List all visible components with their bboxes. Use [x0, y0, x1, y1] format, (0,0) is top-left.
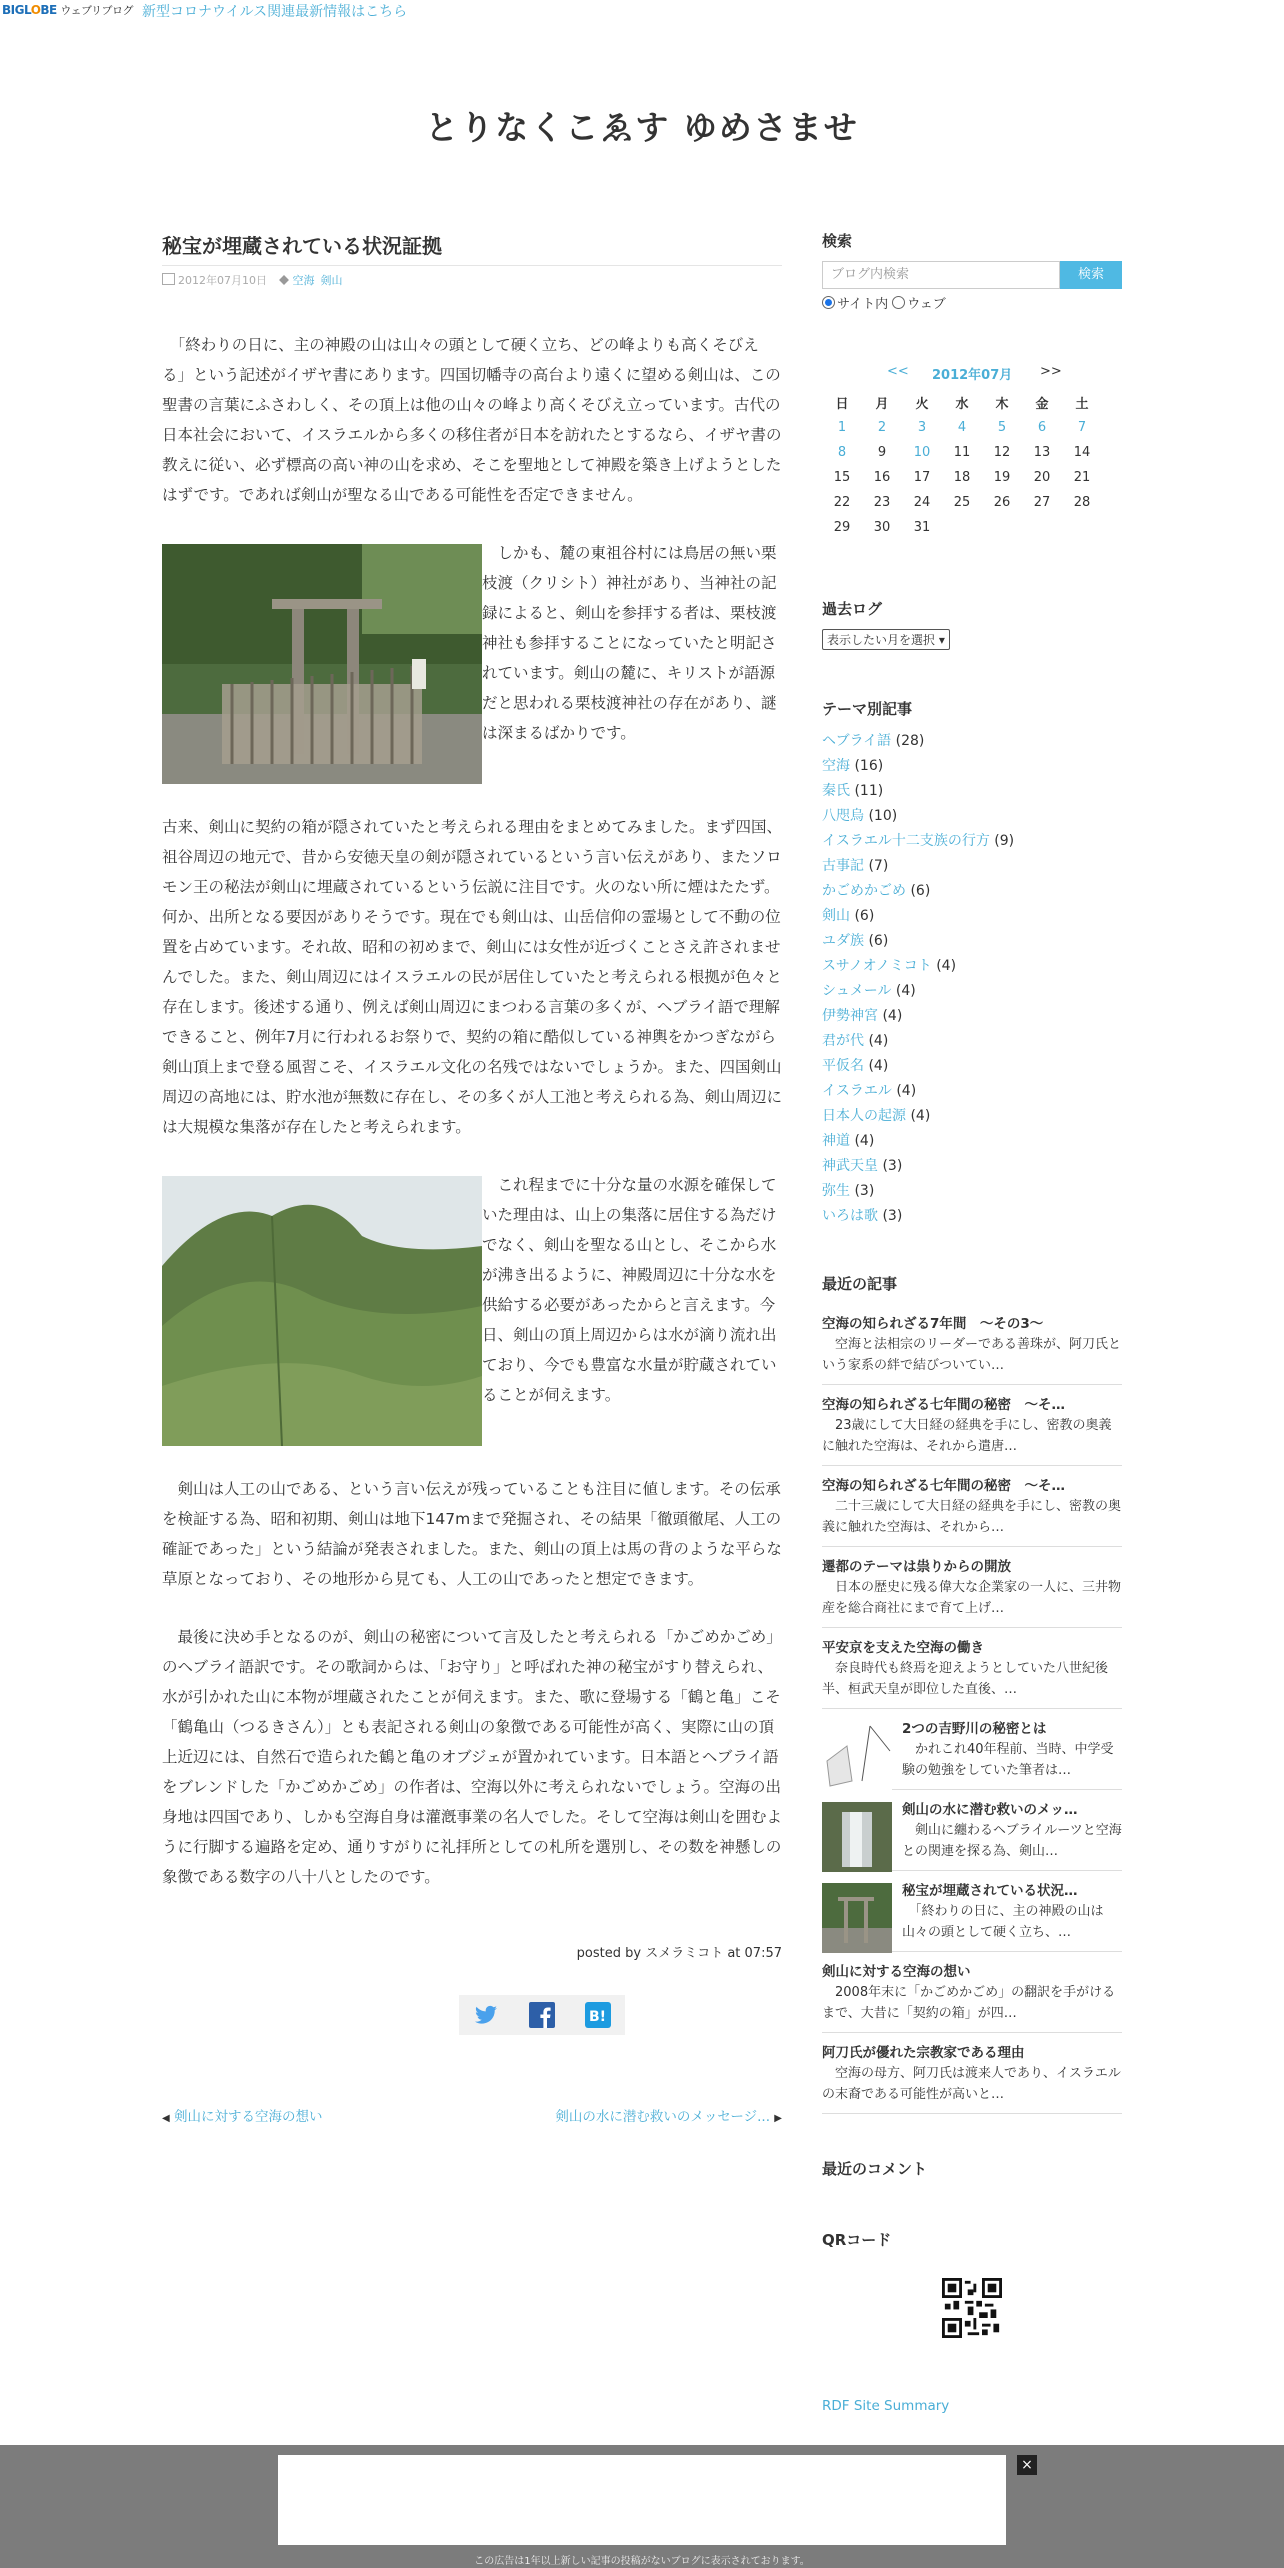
calendar-day: 12 — [993, 445, 1011, 460]
calendar-day — [1062, 515, 1102, 540]
recent-item-title[interactable]: 遷都のテーマは祟りからの開放 — [822, 1559, 1011, 1575]
calendar-day[interactable]: 5 — [997, 420, 1007, 435]
ad-slot[interactable] — [278, 2455, 1006, 2545]
theme-link[interactable]: イスラエル十二支族の行方 — [822, 833, 990, 849]
theme-item — [822, 754, 1122, 779]
recent-item-excerpt: 23歳にして大日経の経典を手にし、密教の奥義に触れた空海は、それから遣唐… — [822, 1418, 1112, 1454]
theme-link[interactable]: 古事記 — [822, 858, 864, 874]
recent-item-excerpt: 空海と法相宗のリーダーである善珠が、阿刀氏という家系の絆で結びついてい… — [822, 1337, 1122, 1373]
theme-count: (4) — [931, 958, 957, 974]
theme-item — [822, 1179, 1122, 1204]
recent-item-excerpt: 「終わりの日に、主の神殿の山は山々の頭として硬く立ち、… — [902, 1904, 1104, 1940]
calendar-day: 23 — [873, 495, 891, 510]
theme-link[interactable]: 八咫烏 — [822, 808, 864, 824]
calendar-weekday: 土 — [1075, 397, 1089, 412]
search-heading: 検索 — [822, 232, 853, 250]
paragraph: 剣山は人工の山である、という言い伝えが残っていることも注目に値します。その伝承を検証する為、昭和初期、剣山は地下147mまで発掘され、その結果「徹頭徹尾、人工の確証であった」という結論が発表されました。また、剣山の頂上は馬の背のような平らな草原となっており、その地形から見ても、人工の山であったと想定できます。 — [162, 1480, 782, 1588]
theme-count: (4) — [864, 1058, 889, 1074]
post-meta — [162, 272, 782, 290]
recent-thumbnail[interactable] — [822, 1802, 892, 1872]
share-buttons — [459, 1995, 625, 2035]
site-title[interactable]: とりなくこゑす ゆめさませ — [425, 108, 859, 147]
calendar-weekday: 木 — [995, 397, 1009, 412]
recent-thumbnail[interactable] — [822, 1883, 892, 1953]
theme-count: (4) — [891, 983, 916, 999]
shrine-photo[interactable] — [162, 544, 482, 784]
theme-link[interactable]: シュメール — [822, 983, 892, 999]
theme-count: (6) — [906, 883, 931, 899]
mountain-photo[interactable] — [162, 1176, 482, 1446]
calendar-day: 27 — [1033, 495, 1051, 510]
calendar-day: 20 — [1033, 470, 1051, 485]
search-form — [822, 261, 1122, 289]
tag-link[interactable]: 剣山 — [320, 274, 343, 287]
theme-link[interactable]: 君が代 — [822, 1033, 864, 1049]
calendar-day[interactable]: 6 — [1037, 420, 1047, 435]
paragraph: しかも、麓の東祖谷村には鳥居の無い栗枝渡（クリシト）神社があり、当神社の記録によると、剣山を参拝する者は、栗枝渡神社も参拝することになっていたと明記されています。剣山の麓に、キリストが語源だと思われる栗枝渡神社の存在があり、謎は深まるばかりです。 — [482, 544, 777, 742]
theme-item — [822, 1204, 1122, 1229]
calendar-day[interactable]: 7 — [1077, 420, 1087, 435]
theme-count: (16) — [850, 758, 884, 774]
recent-item[interactable] — [822, 1304, 1122, 1385]
calendar-weekday: 水 — [955, 397, 969, 412]
theme-count: (4) — [850, 1133, 875, 1149]
theme-link[interactable]: 秦氏 — [822, 783, 850, 799]
recent-item-title[interactable]: 剣山に対する空海の想い — [822, 1964, 971, 1980]
theme-link[interactable]: スサノオノミコト — [822, 958, 932, 974]
calendar-next[interactable]: >> — [1040, 364, 1062, 379]
theme-item — [822, 779, 1122, 804]
qr-heading: QRコード — [822, 2231, 892, 2249]
theme-count: (6) — [850, 908, 875, 924]
theme-item — [822, 804, 1122, 829]
calendar-day: 29 — [833, 520, 851, 535]
theme-count: (3) — [878, 1158, 903, 1174]
theme-count: (9) — [989, 833, 1015, 849]
recent-item-excerpt: 2008年末に「かごめかごめ」の翻訳を手がけるまで、大昔に「契約の箱」が四… — [822, 1985, 1116, 2021]
recent-thumbnail[interactable] — [822, 1721, 892, 1791]
paragraph: 古来、剣山に契約の箱が隠されていたと考えられる理由をまとめてみました。まず四国、祖谷周辺の地元で、昔から安徳天皇の剣が隠されているという言い伝えがあり、またソロモン王の秘法が剣山に埋蔵されているという伝説に注目です。火のない所に煙はたたず。何か、出所となる要因がありそうです。現在でも剣山は、山岳信仰の霊場として不動の位置を占めています。それ故、昭和の初めまで、剣山には女性が近づくことさえ許されませんでした。また、剣山周辺にはイスラエルの民が居住していたと考えられる根拠が色々と存在します。後述する通り、例えば剣山周辺にまつわる言葉の多くが、ヘブライ語で理解できること、例年7月に行われるお祭りで、契約の箱に酷似している神輿をかつぎながら剣山頂上まで登る風習こそ、イスラエル文化の名残ではないでしょうか。また、四国剣山周辺の高地には、貯水池が無数に存在し、その多くが人工池と考えられる為、剣山周辺には大規模な集落が存在したと考えられます。 — [162, 818, 783, 1136]
post-pager — [162, 2105, 782, 2125]
calendar-day: 24 — [913, 495, 931, 510]
theme-item — [822, 1054, 1122, 1079]
theme-item — [822, 1104, 1122, 1129]
theme-item — [822, 729, 1122, 754]
calendar-day: 19 — [993, 470, 1011, 485]
calendar-weekday: 月 — [875, 397, 889, 412]
archive-select[interactable]: 表示したい月を選択 ▾ — [822, 629, 950, 650]
qr-code — [942, 2278, 1002, 2338]
recent-item-title[interactable]: 阿刀氏が優れた宗教家である理由 — [822, 2045, 1025, 2061]
theme-link[interactable]: イスラエル — [822, 1083, 892, 1099]
calendar-day — [982, 515, 1022, 540]
posted-by: posted by スメラミコト at 07:57 — [576, 1946, 782, 1961]
theme-link[interactable]: 空海 — [822, 758, 850, 774]
recent-item[interactable] — [822, 1547, 1122, 1628]
theme-link[interactable]: 日本人の起源 — [822, 1108, 906, 1124]
recent-item[interactable] — [822, 1952, 1122, 2033]
theme-count: (28) — [891, 733, 925, 749]
recent-item-excerpt: かれこれ40年程前、当時、中学受験の勉強をしていた筆者は… — [902, 1742, 1114, 1778]
top-bar — [0, 0, 1284, 24]
theme-item — [822, 979, 1122, 1004]
ad-overlay — [0, 2445, 1284, 2568]
theme-item — [822, 954, 1122, 979]
ad-close-button[interactable]: × — [1017, 2455, 1037, 2475]
recent-item-excerpt: 日本の歴史に残る偉大な企業家の一人に、三井物産を総合商社にまで育て上げ… — [822, 1580, 1122, 1616]
recent-heading: 最近の記事 — [822, 1275, 898, 1293]
calendar — [822, 364, 1102, 540]
rdf-link[interactable]: RDF Site Summary — [822, 2398, 950, 2414]
theme-item — [822, 929, 1122, 954]
theme-link[interactable]: いろは歌 — [822, 1208, 878, 1224]
calendar-day: 14 — [1073, 445, 1091, 460]
recent-item[interactable] — [822, 2033, 1122, 2114]
theme-item — [822, 1079, 1122, 1104]
theme-link[interactable]: 神道 — [822, 1133, 850, 1149]
calendar-weekday: 火 — [915, 397, 929, 412]
theme-link[interactable]: 平仮名 — [822, 1058, 864, 1074]
recent-item-title[interactable]: 剣山の水に潜む救いのメッ… — [902, 1802, 1078, 1818]
theme-link[interactable]: ユダ族 — [822, 933, 864, 949]
recent-item[interactable] — [822, 1709, 1122, 1790]
calendar-day: 28 — [1073, 495, 1091, 510]
theme-item — [822, 854, 1122, 879]
calendar-day[interactable]: 4 — [957, 420, 967, 435]
themes-heading: テーマ別記事 — [822, 700, 913, 718]
theme-item — [822, 1029, 1122, 1054]
theme-count: (4) — [906, 1108, 931, 1124]
theme-count: (4) — [864, 1033, 889, 1049]
sidebar — [822, 230, 1122, 2414]
web-radio[interactable] — [892, 296, 905, 309]
calendar-day: 30 — [873, 520, 891, 535]
archive-heading: 過去ログ — [822, 600, 883, 618]
tag-link[interactable]: 空海 — [292, 274, 315, 287]
calendar-day: 9 — [877, 445, 887, 460]
theme-item — [822, 879, 1122, 904]
calendar-day: 31 — [913, 520, 931, 535]
facebook-icon[interactable] — [529, 2002, 555, 2028]
hatena-bookmark-icon[interactable] — [585, 2002, 611, 2028]
calendar-weekday: 日 — [835, 397, 849, 412]
theme-link[interactable]: 神武天皇 — [822, 1158, 878, 1174]
recent-item-title[interactable]: 秘宝が埋蔵されている状況… — [902, 1883, 1078, 1899]
theme-count: (11) — [850, 783, 884, 799]
calendar-month[interactable]: 2012年07月 — [932, 368, 1013, 383]
theme-link[interactable]: 剣山 — [822, 908, 850, 924]
paragraph: 最後に決め手となるのが、剣山の秘密について言及したと考えられる「かごめかごめ」のヘブライ語訳です。その歌詞からは、「お守り」と呼ばれた神の秘宝がすり替えられ、水が引かれた山に本物が埋蔵されたことが伺えます。また、歌に登場する「鶴と亀」こそ「鶴亀山（つるきさん）」とも表記される剣山の象徴である可能性が高く、実際に山の頂上近辺には、自然石で造られた鶴と亀のオブジェが置かれています。日本語とヘブライ語をブレンドした「かごめかごめ」の作者は、空海以外に考えられないでしょう。空海の出身地は四国であり、しかも空海自身は灌漑事業の名人でした。そして空海は剣山を囲むように行脚する遍路を定め、通りすがりに礼拝所としての札所を選別し、その数を神懸しの象徴である数字の八十八としたのです。 — [162, 1628, 783, 1886]
search-button[interactable]: 検索 — [1060, 261, 1122, 289]
recent-item-excerpt: 二十三歳にして大日経の経典を手にし、密教の奥義に触れた空海は、それから… — [822, 1499, 1122, 1535]
biglobe-logo[interactable]: BIGLOBE ウェブリブログ — [2, 3, 134, 17]
twitter-icon[interactable] — [473, 2002, 499, 2028]
theme-list — [822, 729, 1122, 1229]
calendar-day: 26 — [993, 495, 1011, 510]
calendar-day[interactable]: 10 — [913, 445, 931, 460]
recent-item-excerpt: 奈良時代も終焉を迎えようとしていた八世紀後半、桓武天皇が即位した直後、… — [822, 1661, 1109, 1697]
recent-item-title[interactable]: 空海の知られざる7年間 ～その3～ — [822, 1316, 1044, 1332]
recent-item[interactable] — [822, 1385, 1122, 1466]
calendar-day[interactable]: 3 — [917, 420, 927, 435]
recent-item-title[interactable]: 2つの吉野川の秘密とは — [902, 1721, 1047, 1737]
theme-item — [822, 1154, 1122, 1179]
calendar-day: 22 — [833, 495, 851, 510]
tag-icon — [279, 275, 289, 285]
calendar-icon — [162, 273, 175, 285]
theme-count: (7) — [864, 858, 889, 874]
recent-item[interactable] — [822, 1628, 1122, 1709]
calendar-day: 15 — [833, 470, 851, 485]
site-radio[interactable] — [822, 296, 835, 309]
post-date: 2012年07月10日 — [178, 274, 267, 287]
article — [162, 230, 782, 2125]
paragraph: 「終わりの日に、主の神殿の山は山々の頭として硬く立ち、どの峰よりも高くそびえる」という記述がイザヤ書にあります。四国切幡寺の高台より遠くに望める剣山は、この聖書の言葉にふさわしく、その頂上は他の山々の峰より高くそびえ立っています。古代の日本社会において、イスラエルから多くの移住者が日本を訪れたとするなら、イザヤ書の教えに従い、必ず標高の高い神の山を求め、そこを聖地として神殿を築き上げようとしたはずです。であれば剣山が聖なる山である可能性を否定できません。 — [162, 336, 782, 504]
theme-link[interactable]: ヘブライ語 — [822, 733, 892, 749]
next-post-link[interactable]: 剣山の水に潜む救いのメッセージ... ▶ — [555, 2109, 782, 2125]
recent-item[interactable] — [822, 1790, 1122, 1871]
calendar-day: 11 — [953, 445, 971, 460]
ad-note: この広告は1年以上新しい記事の投稿がないブログに表示されております。 — [474, 2556, 810, 2567]
calendar-day: 17 — [913, 470, 931, 485]
calendar-day — [942, 515, 982, 540]
paragraph: これ程までに十分な量の水源を確保していた理由は、山上の集落に居住する為だけでなく、剣山を聖なる山とし、そこから水が沸き出るように、神殿周辺に十分な水を供給する必要があったからと言えます。今日、剣山の頂上周辺からは水が滴り流れ出ており、今でも豊富な水量が貯蔵されていることが伺えます。 — [482, 1176, 777, 1404]
calendar-day: 18 — [953, 470, 971, 485]
theme-count: (10) — [864, 808, 898, 824]
recent-item-excerpt: 空海の母方、阿刀氏は渡来人であり、イスラエルの末裔である可能性が高いと… — [822, 2066, 1121, 2102]
recent-item[interactable] — [822, 1871, 1122, 1952]
theme-link[interactable]: かごめかごめ — [822, 883, 906, 899]
calendar-day[interactable]: 8 — [837, 445, 847, 460]
theme-item — [822, 904, 1122, 929]
theme-count: (3) — [878, 1208, 903, 1224]
calendar-day[interactable]: 2 — [877, 420, 887, 435]
recent-item-title[interactable]: 空海の知られざる七年間の秘密 ～そ… — [822, 1478, 1065, 1494]
calendar-prev[interactable]: << — [887, 364, 909, 379]
recent-item-title[interactable]: 平安京を支えた空海の働き — [822, 1640, 984, 1656]
theme-link[interactable]: 伊勢神宮 — [822, 1008, 878, 1024]
theme-count: (6) — [864, 933, 889, 949]
theme-count: (3) — [850, 1183, 875, 1199]
recent-item-excerpt: 剣山に纏わるヘブライルーツと空海との関連を探る為、剣山… — [902, 1823, 1122, 1859]
search-input[interactable]: ブログ内検索 — [822, 261, 1060, 289]
recent-item-title[interactable]: 空海の知られざる七年間の秘密 ～そ… — [822, 1397, 1065, 1413]
calendar-day — [1022, 515, 1062, 540]
comments-heading: 最近のコメント — [822, 2160, 928, 2178]
theme-item — [822, 1129, 1122, 1154]
calendar-weekday: 金 — [1035, 397, 1049, 412]
prev-post-link[interactable]: ◀ 剣山に対する空海の想い — [162, 2109, 323, 2125]
search-scope: サイト内 ウェブ — [822, 293, 1122, 312]
calendar-day: 21 — [1073, 470, 1091, 485]
svg-text:B!: B! — [589, 2009, 607, 2025]
post-title[interactable]: 秘宝が埋蔵されている状況証拠 — [162, 230, 782, 266]
recent-list — [822, 1304, 1122, 2114]
calendar-day: 16 — [873, 470, 891, 485]
calendar-day[interactable]: 1 — [837, 420, 847, 435]
theme-count: (4) — [878, 1008, 903, 1024]
theme-item — [822, 829, 1122, 854]
theme-link[interactable]: 弥生 — [822, 1183, 850, 1199]
theme-item — [822, 1004, 1122, 1029]
recent-item[interactable] — [822, 1466, 1122, 1547]
calendar-day: 13 — [1033, 445, 1051, 460]
covid-info-link[interactable]: 新型コロナウイルス関連最新情報はこちら — [142, 4, 408, 20]
theme-count: (4) — [891, 1083, 917, 1099]
calendar-day: 25 — [953, 495, 971, 510]
